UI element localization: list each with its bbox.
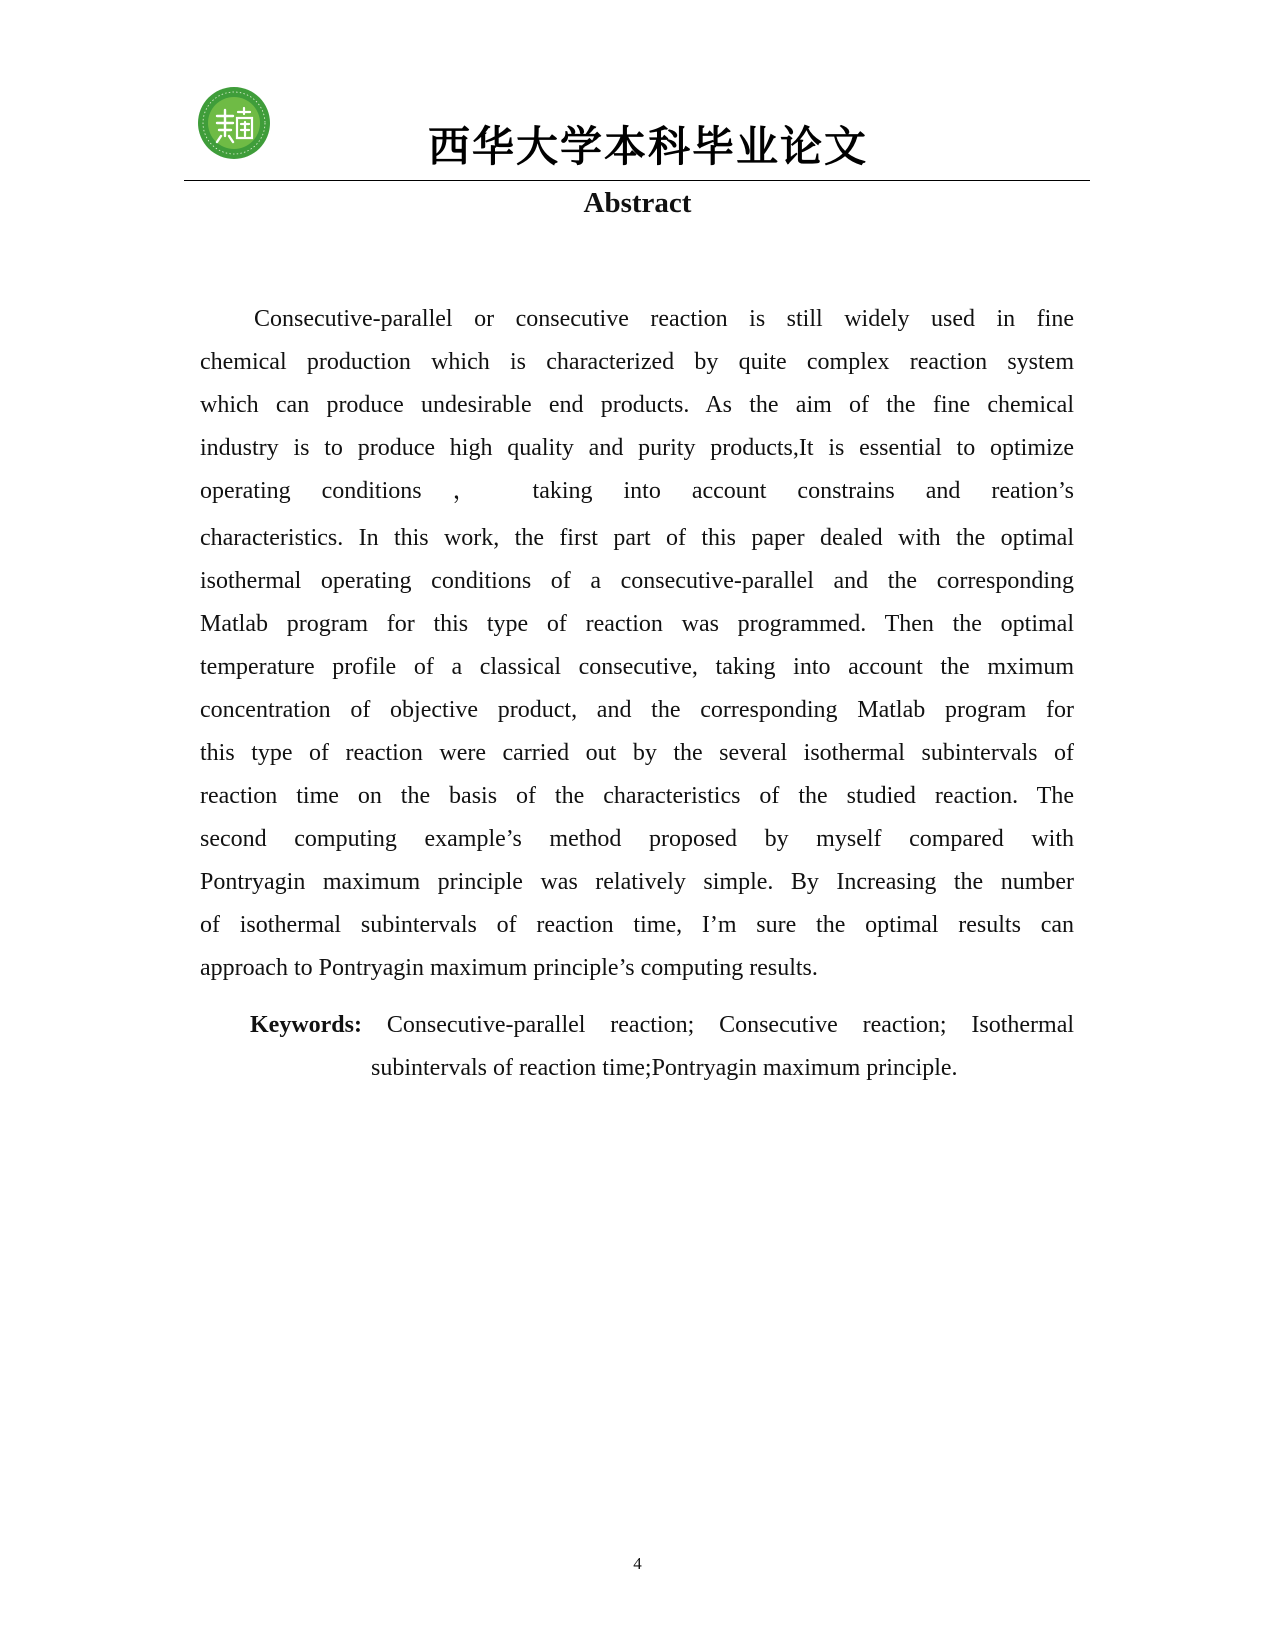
abstract-line: characteristics. In this work, the first part of this paper dealed with the optimal (200, 525, 1074, 551)
abstract-line: isothermal operating conditions of a consecutive-parallel and the corresponding (200, 568, 1074, 594)
abstract-body (200, 298, 1074, 990)
abstract-line: approach to Pontryagin maximum principle’s computing results. (200, 955, 818, 981)
keywords-text: Consecutive-parallel reaction; Consecutive reaction; Isothermal (386, 1012, 1075, 1038)
header-rule (184, 180, 1090, 181)
header-title: 西华大学本科毕业论文 (428, 122, 869, 171)
abstract-line: reaction time on the basis of the characteristics of the studied reaction. The (200, 783, 1074, 809)
abstract-line: Matlab program for this type of reaction was programmed. Then the optimal (200, 611, 1074, 637)
abstract-line: industry is to produce high quality and purity products,It is essential to optimize (200, 435, 1074, 461)
abstract-line: Pontryagin maximum principle was relatively simple. By Increasing the number (200, 869, 1074, 895)
abstract-line: operating conditions ， taking into account constrains and reation’s (200, 478, 1074, 504)
abstract-line: this type of reaction were carried out by the several isothermal subintervals of (200, 740, 1074, 766)
page-number: 4 (633, 1554, 642, 1573)
abstract-line: concentration of objective product, and the corresponding Matlab program for (200, 697, 1074, 723)
abstract-line: chemical production which is characterized by quite complex reaction system (200, 349, 1074, 375)
abstract-title: Abstract (583, 187, 692, 219)
keywords-line (200, 1004, 1074, 1047)
keywords-line-continued: subintervals of reaction time;Pontryagin maximum principle. (371, 1055, 958, 1081)
abstract-line: which can produce undesirable end products. As the aim of the fine chemical (200, 392, 1074, 418)
abstract-line: temperature profile of a classical consecutive, taking into account the mximum (200, 654, 1074, 680)
abstract-line: second computing example’s method proposed by myself compared with (200, 826, 1074, 852)
abstract-line: of isothermal subintervals of reaction time, I’m sure the optimal results can (200, 912, 1074, 938)
university-logo (197, 86, 271, 160)
keywords-label: Keywords: (250, 1012, 362, 1038)
abstract-line: Consecutive-parallel or consecutive reaction is still widely used in fine (254, 306, 1074, 332)
keywords-block (200, 1004, 1074, 1090)
